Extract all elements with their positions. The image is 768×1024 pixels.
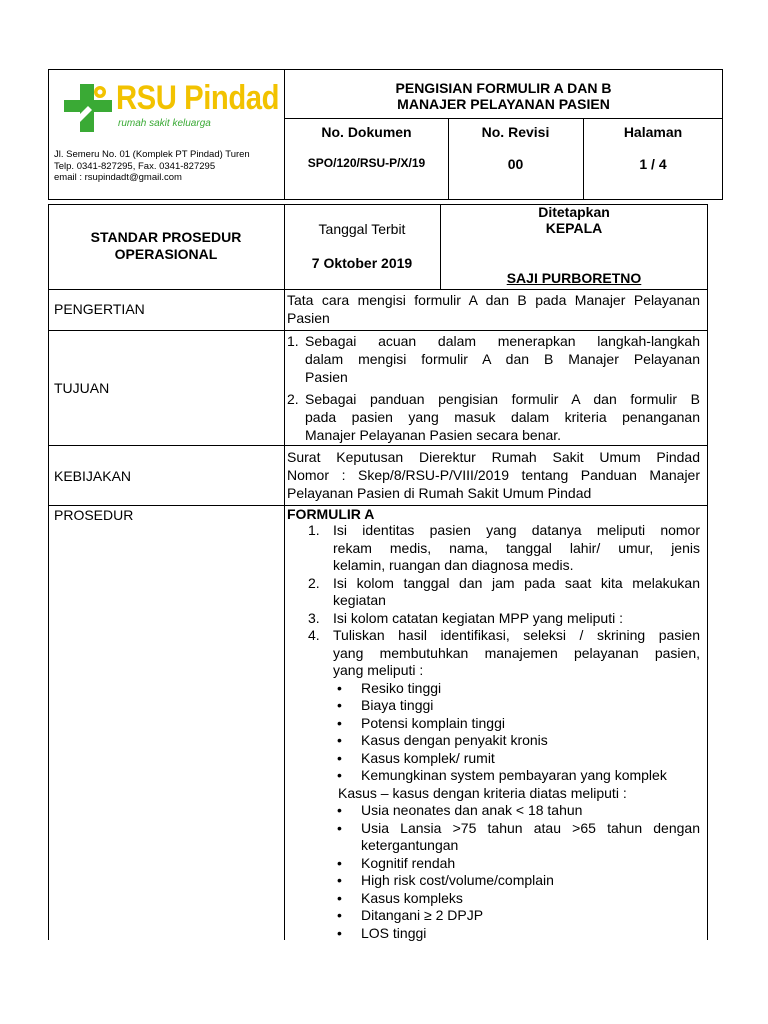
bullet-icon: • — [337, 732, 342, 748]
bullet-item — [337, 802, 700, 820]
kebijakan-text — [287, 448, 700, 502]
address-line: Jl. Semeru No. 01 (Komplek PT Pindad) Turen — [54, 149, 250, 160]
bullet-icon: • — [337, 767, 342, 783]
bullet-icon: • — [337, 679, 342, 696]
bullet-text: Ditangani ≥ 2 DPJP — [361, 907, 484, 923]
text-line: Pasien — [287, 310, 330, 326]
text-line: Isi identitas pasien yang datanya meliputi nomor — [333, 522, 700, 538]
section-label-tujuan: TUJUAN — [54, 380, 110, 396]
step-number: 3. — [308, 609, 320, 626]
bullet-text: Kasus kompleks — [361, 889, 463, 906]
page-label: Halaman — [623, 124, 683, 140]
text-line: Tuliskan hasil identifikasi, seleksi / skrining pasien — [333, 627, 700, 643]
bullet-icon: • — [337, 854, 342, 871]
revision-value: 00 — [507, 156, 524, 172]
prosedur-steps — [308, 522, 700, 942]
bullet-text: Kasus komplek/ rumit — [361, 749, 495, 766]
bullet-icon: • — [337, 907, 342, 923]
step-item — [308, 522, 700, 575]
section-label-pengertian: PENGERTIAN — [54, 301, 145, 317]
text-line: Isi kolom tanggal dan jam pada saat kita melakukan — [333, 574, 700, 591]
document-title — [285, 80, 722, 112]
tujuan-item — [287, 390, 700, 444]
bullet-item — [337, 872, 700, 890]
text-line: yang meliputi : — [333, 662, 424, 678]
step-number: 1. — [308, 522, 320, 538]
text-line: Surat Keputusan Dierektur Rumah Sakit Umum Pindad — [287, 449, 700, 465]
title-line: PENGISIAN FORMULIR A DAN B — [395, 80, 612, 96]
text-line: Sebagai panduan pengisian formulir A dan formulir B — [305, 391, 700, 407]
bullet-item — [337, 750, 700, 768]
bullet-icon: • — [337, 819, 342, 836]
email-line: email : rsupindadt@gmail.com — [54, 172, 182, 183]
bullet-text: Usia Lansia >75 tahun atau >65 tahun dengan — [361, 819, 700, 836]
bullet-icon: • — [337, 749, 342, 766]
bullet-item — [337, 767, 700, 785]
header-divider — [284, 118, 723, 119]
medical-cross-icon — [60, 80, 120, 136]
text-line: Sebagai acuan dalam menerapkan langkah-langkah — [305, 333, 700, 349]
bullet-text: Usia neonates dan anak < 18 tahun — [361, 802, 583, 818]
text-line: Pelayanan Pasien di Rumah Sakit Umum Pindad — [287, 485, 592, 501]
sop-title — [48, 229, 284, 263]
issue-date: 7 Oktober 2019 — [311, 255, 413, 271]
bullet-text: Biaya tinggi — [361, 697, 434, 713]
bullet-item — [337, 907, 700, 925]
approved-label: Ditetapkan — [538, 204, 610, 220]
text-line: rekam medis, nama, tanggal lahir/ umur, jenis — [333, 539, 700, 556]
step-item — [308, 610, 700, 628]
title-line: MANAJER PELAYANAN PASIEN — [397, 96, 610, 112]
text-line: Tata cara mengisi formulir A dan B pada Manajer Pelayanan — [287, 292, 700, 308]
sop-title-line: STANDAR PROSEDUR — [90, 229, 242, 245]
bullet-item — [337, 715, 700, 733]
bullet-item — [337, 697, 700, 715]
bullet-icon: • — [337, 889, 342, 906]
text-line: Nomor : Skep/8/RSU-P/VIII/2019 tentang Panduan Manajer — [287, 467, 700, 483]
text-line: Manajer Pelayanan Pasien secara benar. — [305, 427, 562, 443]
bullet-text: Kognitif rendah — [361, 854, 456, 871]
prosedur-subtitle: FORMULIR A — [287, 506, 375, 522]
bullet-item — [337, 855, 700, 873]
issue-date-label: Tanggal Terbit — [318, 221, 406, 237]
sop-title-line: OPERASIONAL — [114, 246, 218, 262]
row-divider — [48, 505, 708, 506]
text-line: Isi kolom catatan kegiatan MPP yang meliputi : — [333, 609, 624, 626]
text-line: Pasien — [305, 369, 348, 385]
revision-label: No. Revisi — [481, 124, 550, 140]
row-divider — [48, 289, 708, 290]
bullet-text: Kemungkinan system pembayaran yang komplek — [361, 767, 667, 783]
bullet-icon: • — [337, 924, 342, 941]
section-label-prosedur: PROSEDUR — [54, 507, 134, 523]
step-number: 4. — [308, 627, 320, 643]
row-divider — [48, 330, 708, 331]
brand-tagline: rumah sakit keluarga — [118, 118, 211, 129]
approver-name — [440, 270, 708, 287]
bullet-list — [308, 680, 700, 785]
bullet-item — [337, 925, 700, 943]
pengertian-text — [287, 291, 700, 327]
bullet-text: Kasus dengan penyakit kronis — [361, 732, 548, 748]
bullet-text: High risk cost/volume/complain — [361, 872, 554, 888]
item-number: 1. — [287, 333, 299, 349]
row-divider — [48, 445, 708, 446]
bullet-item — [337, 890, 700, 908]
bullet-icon: • — [337, 872, 342, 888]
bullet-icon: • — [337, 714, 342, 731]
text-line: pada pasien yang masuk dalam kriteria penanganan — [305, 409, 700, 425]
hospital-address — [54, 149, 282, 184]
bullet-item — [337, 732, 700, 750]
bullet-text: Potensi komplain tinggi — [361, 714, 505, 731]
text-line: yang membutuhkan manajemen pelayanan pasien, — [333, 644, 700, 661]
kasus-line: Kasus – kasus dengan kriteria diatas meliputi : — [338, 784, 627, 801]
tujuan-item — [287, 332, 700, 386]
hospital-logo — [60, 78, 280, 138]
bullet-item — [337, 820, 700, 855]
bullet-item — [337, 680, 700, 698]
bullet-icon: • — [337, 802, 342, 818]
bullet-text: LOS tinggi — [361, 924, 427, 941]
doc-no-label: No. Dokumen — [321, 124, 412, 140]
text-line: dalam mengisi formulir A dan B Manajer Pelayanan — [305, 351, 700, 367]
bullet-text: Resiko tinggi — [361, 679, 442, 696]
approver-title: KEPALA — [545, 220, 603, 236]
step-item — [308, 575, 700, 610]
item-number: 2. — [287, 391, 299, 407]
page-value: 1 / 4 — [639, 156, 667, 172]
approver-name-text: SAJI PURBORETNO — [506, 270, 642, 286]
section-label-kebijakan: KEBIJAKAN — [54, 468, 132, 484]
step-number: 2. — [308, 574, 320, 591]
column-divider — [284, 204, 285, 940]
bullet-list — [308, 802, 700, 942]
step-item — [308, 627, 700, 680]
doc-no-value: SPO/120/RSU-P/X/19 — [307, 156, 426, 170]
text-line: kegiatan — [333, 592, 386, 608]
bullet-icon: • — [337, 697, 342, 713]
text-line: kelamin, ruangan dan diagnosa medis. — [333, 557, 574, 573]
brand-name: RSU Pindad — [116, 79, 280, 117]
bullet-text: ketergantungan — [361, 837, 459, 853]
phone-line: Telp. 0341-827295, Fax. 0341-827295 — [54, 160, 216, 172]
